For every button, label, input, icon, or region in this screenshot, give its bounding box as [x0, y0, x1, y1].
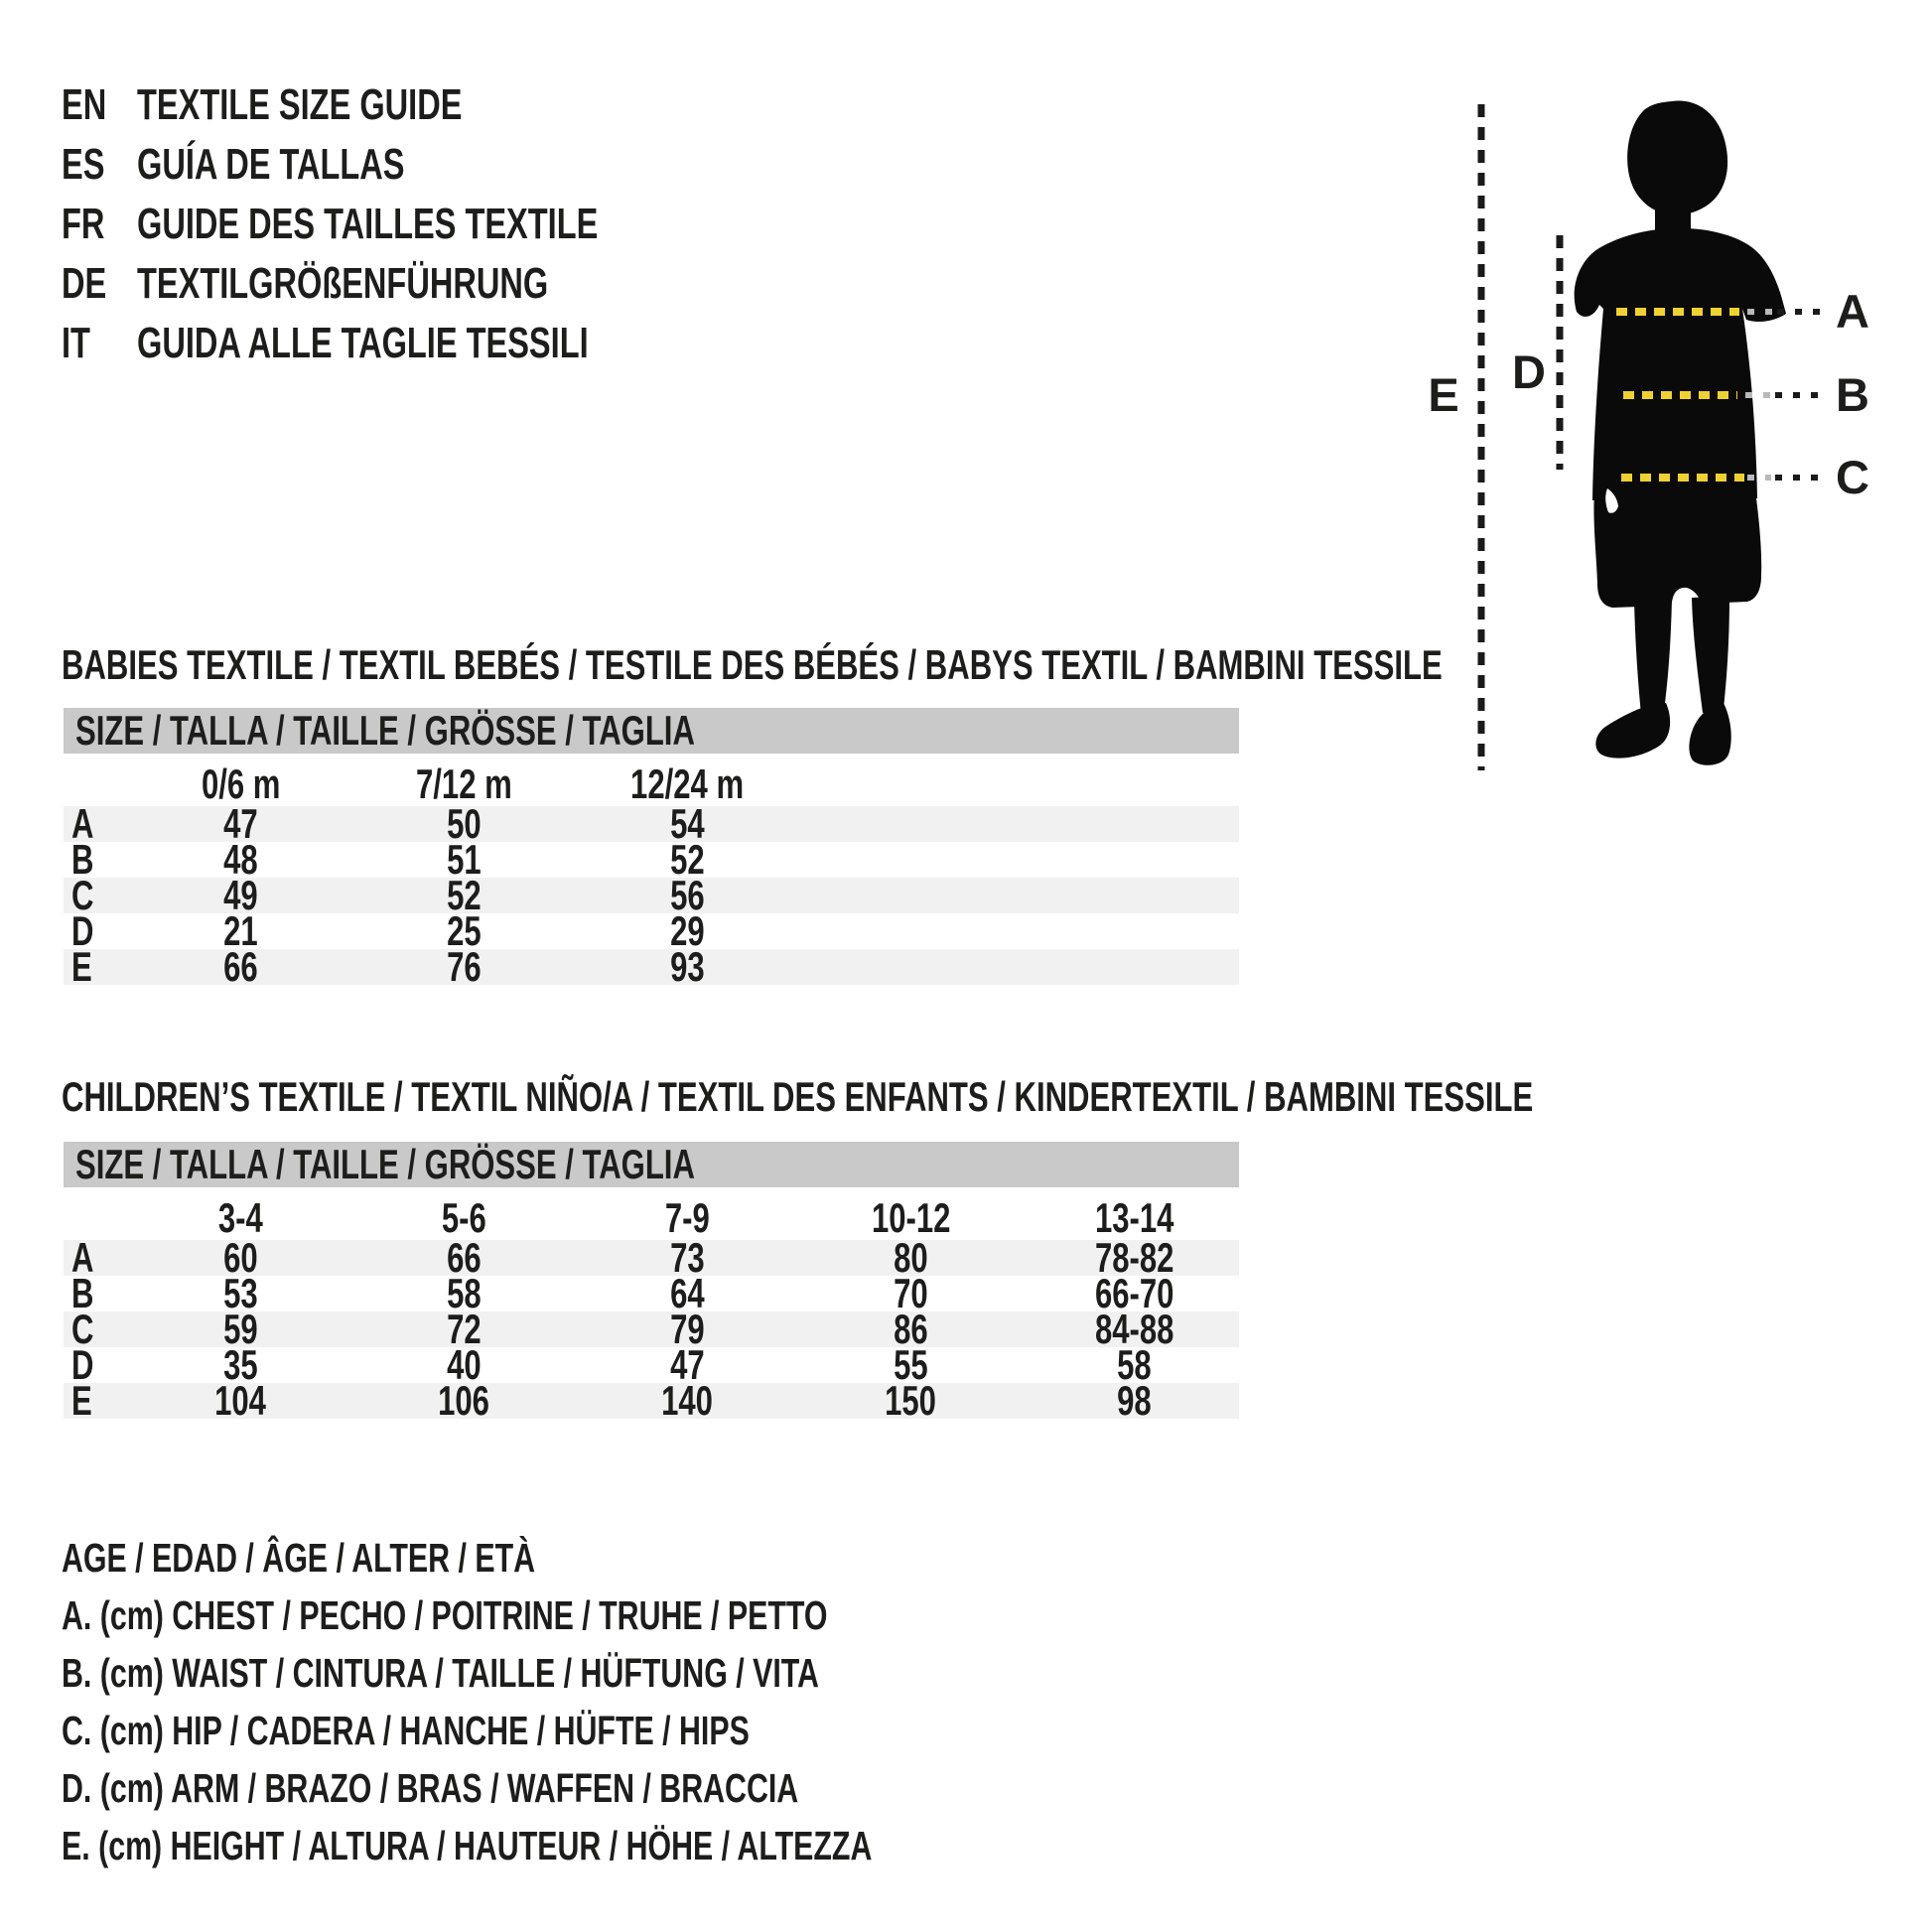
language-code [62, 140, 137, 190]
cell-text: 66-70 [1094, 1270, 1174, 1316]
measure-label-c: C [1836, 451, 1869, 503]
column-header-text: 7/12 m [416, 760, 512, 807]
language-title [137, 140, 759, 190]
legend-text: E. (cm) HEIGHT / ALTURA / HAUTEUR / HÖHE / ALTEZZA [62, 1822, 873, 1868]
table-row [64, 943, 1239, 990]
cell-text: 140 [661, 1377, 714, 1424]
cell-text: 48 [223, 836, 258, 883]
row-label [64, 943, 129, 991]
cell-value [576, 943, 799, 991]
cell-text: 66 [447, 1234, 482, 1281]
cell-value [352, 943, 576, 991]
row-label [64, 1377, 129, 1425]
silhouette-right-shoe [1689, 703, 1730, 765]
language-title [137, 200, 759, 249]
row-label-text: D [71, 1341, 94, 1388]
cell-text: 35 [223, 1341, 258, 1388]
row-label-text: A [71, 1234, 94, 1281]
language-title [137, 319, 759, 368]
cell-text: 86 [894, 1306, 928, 1352]
cell-text: 104 [214, 1377, 267, 1424]
cell-value [129, 1377, 352, 1425]
language-title-text: GUIDE DES TAILLES TEXTILE [137, 200, 599, 248]
legend-line-height [62, 1817, 1157, 1874]
cell-text: 80 [894, 1234, 928, 1281]
language-code [62, 80, 137, 130]
legend-text: D. (cm) ARM / BRAZO / BRAS / WAFFEN / BRACCIA [62, 1764, 799, 1811]
language-title-text: TEXTILGRÖßENFÜHRUNG [137, 259, 549, 308]
cell-text: 50 [447, 800, 482, 847]
cell-text: 47 [670, 1341, 705, 1388]
cell-text: 51 [447, 836, 482, 883]
column-header-text: 13-14 [1094, 1194, 1174, 1241]
row-label-text: E [71, 1377, 92, 1424]
cell-text: 78-82 [1094, 1234, 1174, 1281]
language-row [62, 75, 759, 135]
cell-text: 55 [894, 1341, 928, 1388]
babies-size-table [64, 707, 1239, 990]
cell-text: 66 [223, 943, 258, 990]
cell-text: 70 [894, 1270, 928, 1316]
language-code-text: IT [62, 319, 90, 367]
cell-text: 150 [885, 1377, 937, 1424]
cell-text: 25 [447, 907, 482, 954]
language-title-text: GUIDA ALLE TAGLIE TESSILI [137, 319, 589, 367]
babies-column-header-row [64, 760, 1239, 807]
children-size-table [64, 1141, 1239, 1424]
babies-size-bar-label: SIZE / TALLA / TAILLE / GRÖSSE / TAGLIA [75, 707, 695, 754]
column-header-text: 10-12 [871, 1194, 951, 1241]
children-section-heading [62, 1073, 1932, 1121]
cell-value [799, 1377, 1023, 1425]
legend-line-arm [62, 1759, 1157, 1817]
cell-text: 59 [223, 1306, 258, 1352]
silhouette-shirt [1575, 228, 1786, 500]
cell-text: 56 [670, 872, 705, 918]
legend-line-waist [62, 1644, 1157, 1702]
cell-text: 47 [223, 800, 258, 847]
cell-text: 93 [670, 943, 705, 990]
column-header-text: 0/6 m [201, 760, 281, 807]
legend-line-hip [62, 1702, 1157, 1759]
cell-text: 98 [1117, 1377, 1152, 1424]
children-column-header-row [64, 1194, 1239, 1241]
cell-text: 60 [223, 1234, 258, 1281]
row-label-text: E [71, 943, 92, 990]
language-code [62, 200, 137, 249]
cell-text: 72 [447, 1306, 482, 1352]
legend-line-age [62, 1529, 1157, 1587]
silhouette-shorts [1593, 490, 1761, 608]
measure-label-a: A [1836, 285, 1869, 338]
legend-line-chest [62, 1587, 1157, 1644]
row-label-text: D [71, 907, 94, 954]
language-title [137, 259, 759, 309]
cell-text: 52 [447, 872, 482, 918]
language-row [62, 135, 759, 195]
language-title-list [62, 75, 759, 373]
measure-label-e: E [1428, 368, 1459, 421]
language-row [62, 195, 759, 254]
language-row [62, 254, 759, 314]
children-heading-text: CHILDREN’S TEXTILE / TEXTIL NIÑO/A / TEXTIL DES ENFANTS / KINDERTEXTIL / BAMBINI TESSILE [62, 1073, 1534, 1120]
cell-text: 53 [223, 1270, 258, 1316]
cell-value [1023, 1377, 1246, 1425]
language-row [62, 314, 759, 373]
cell-value [576, 1377, 799, 1425]
legend-text: AGE / EDAD / ÂGE / ALTER / ETÀ [62, 1534, 536, 1581]
silhouette-left-shoe [1595, 703, 1670, 759]
babies-heading-text: BABIES TEXTILE / TEXTIL BEBÉS / TESTILE DES BÉBÉS / BABYS TEXTIL / BAMBINI TESSILE [62, 641, 1443, 688]
legend-text: B. (cm) WAIST / CINTURA / TAILLE / HÜFTUNG / VITA [62, 1649, 819, 1696]
language-code-text: EN [62, 80, 107, 129]
language-title [137, 80, 759, 130]
row-label-text: A [71, 800, 94, 847]
cell-text: 64 [670, 1270, 705, 1316]
language-code-text: ES [62, 140, 105, 189]
column-header-text: 12/24 m [630, 760, 745, 807]
cell-value [352, 1377, 576, 1425]
language-code [62, 319, 137, 368]
column-header-text: 3-4 [218, 1194, 263, 1241]
column-header-text: 5-6 [442, 1194, 486, 1241]
measure-label-b: B [1836, 368, 1869, 421]
cell-text: 52 [670, 836, 705, 883]
legend-text: A. (cm) CHEST / PECHO / POITRINE / TRUHE / PETTO [62, 1591, 828, 1638]
cell-text: 73 [670, 1234, 705, 1281]
cell-text: 76 [447, 943, 482, 990]
language-title-text: GUÍA DE TALLAS [137, 140, 405, 189]
cell-text: 49 [223, 872, 258, 918]
children-size-bar [64, 1142, 1239, 1187]
babies-size-bar [64, 708, 1239, 754]
measure-label-d: D [1512, 345, 1546, 398]
row-label-text: B [71, 836, 94, 883]
language-code-text: DE [62, 259, 107, 308]
cell-text: 84-88 [1094, 1306, 1174, 1352]
row-label-text: C [71, 1306, 94, 1352]
cell-text: 29 [670, 907, 705, 954]
language-code [62, 259, 137, 309]
children-size-bar-label: SIZE / TALLA / TAILLE / GRÖSSE / TAGLIA [75, 1141, 695, 1187]
cell-text: 79 [670, 1306, 705, 1352]
cell-text: 58 [447, 1270, 482, 1316]
babies-section-heading [62, 641, 1927, 689]
cell-text: 21 [223, 907, 258, 954]
cell-text: 58 [1117, 1341, 1152, 1388]
language-title-text: TEXTILE SIZE GUIDE [137, 80, 463, 129]
cell-text: 106 [438, 1377, 490, 1424]
column-header-text: 7-9 [665, 1194, 710, 1241]
row-label-text: B [71, 1270, 94, 1316]
measurement-legend [62, 1529, 1157, 1874]
cell-text: 40 [447, 1341, 482, 1388]
cell-text: 54 [670, 800, 705, 847]
row-label-text: C [71, 872, 94, 918]
cell-value [129, 943, 352, 991]
language-code-text: FR [62, 200, 105, 248]
table-row [64, 1377, 1239, 1424]
legend-text: C. (cm) HIP / CADERA / HANCHE / HÜFTE / HIPS [62, 1707, 750, 1753]
